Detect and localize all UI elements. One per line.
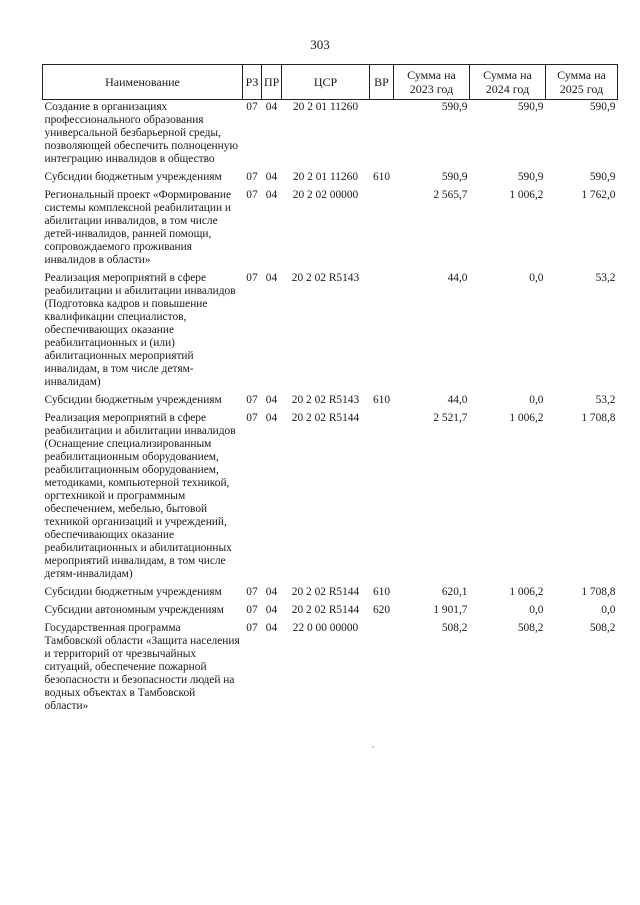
- table-row: [43, 585, 618, 603]
- row-sum-2023: 44,0: [447, 394, 468, 406]
- table-row: [43, 271, 618, 393]
- row-csr: 20 2 02 R5144: [291, 412, 360, 424]
- header-pr: ПР: [262, 65, 282, 100]
- table-header-row: [43, 65, 618, 100]
- row-name: Реализация мероприятий в сфере реабилитации и абилитации инвалидов (Подготовка кадров и повышение квалификации специалистов, обеспечивающих оказание реабилитационных и (или) абилитационных мероприятий инвалидам, в том числе детям-инвалидам): [44, 272, 236, 388]
- row-sum-2023: 44,0: [447, 272, 468, 284]
- row-sum-2025: 53,2: [595, 394, 616, 406]
- row-csr: 20 2 01 11260: [292, 171, 359, 183]
- row-sum-2025: 590,9: [589, 101, 616, 113]
- row-rz: 07: [246, 412, 258, 424]
- row-vr: 610: [372, 586, 391, 598]
- header-csr: ЦСР: [282, 65, 370, 100]
- row-sum-2024: 1 006,2: [509, 412, 544, 424]
- row-pr: 04: [265, 101, 278, 113]
- row-pr: 04: [265, 604, 278, 616]
- row-csr: 20 2 02 00000: [292, 189, 359, 201]
- row-vr: [370, 621, 394, 717]
- row-name: Субсидии бюджетным учреждениям: [44, 394, 222, 406]
- header-vr: ВР: [370, 65, 394, 100]
- table-row: [43, 188, 618, 271]
- row-sum-2024: 508,2: [517, 622, 544, 634]
- row-pr: 04: [265, 272, 278, 284]
- page-number: 303: [310, 37, 330, 52]
- table-row: [43, 170, 618, 188]
- row-name: Реализация мероприятий в сфере реабилитации и абилитации инвалидов (Оснащение специализированным реабилитационным оборудованием, реабилитационным оборудованием, методиками, компьютерной техникой, оргтехникой и программным обеспечением, мебелью, бытовой техникой организаций и учреждений, обеспечивающих оказание реабилитационных и абилитационных мероприятий инвалидам, в том числе детям-инвалидам): [44, 412, 236, 580]
- row-sum-2023: 620,1: [441, 586, 468, 598]
- row-sum-2024: 1 006,2: [509, 586, 544, 598]
- row-sum-2025: 1 762,0: [581, 189, 616, 201]
- row-name: Создание в организациях профессионального образования универсальной безбарьерной среды, позволяющей обеспечить полноценную интеграцию инвалидов в общество: [44, 101, 238, 165]
- row-sum-2025: 508,2: [589, 622, 616, 634]
- row-sum-2024: 590,9: [517, 171, 544, 183]
- budget-table: [42, 64, 618, 717]
- row-pr: 04: [265, 412, 278, 424]
- row-rz: 07: [246, 622, 258, 634]
- row-name: Субсидии бюджетным учреждениям: [44, 586, 222, 598]
- row-sum-2024: 590,9: [517, 101, 544, 113]
- row-csr: 22 0 00 00000: [292, 622, 359, 634]
- table-row: [43, 603, 618, 621]
- row-vr: [370, 271, 394, 393]
- row-sum-2025: 1 708,8: [581, 586, 616, 598]
- row-csr: 20 2 02 R5144: [291, 604, 360, 616]
- row-pr: 04: [265, 394, 278, 406]
- header-name: Наименование: [43, 65, 243, 100]
- row-name: Региональный проект «Формирование системы комплексной реабилитации и абилитации инвалидов, в том числе детей-инвалидов, ранней помощи, сопровождаемого проживания инвалидов в области»: [44, 189, 232, 266]
- row-pr: 04: [265, 622, 278, 634]
- header-sum-2024: Сумма на 2024 год: [470, 65, 546, 100]
- row-pr: 04: [265, 586, 278, 598]
- row-pr: 04: [265, 171, 278, 183]
- row-rz: 07: [246, 189, 258, 201]
- row-sum-2023: 1 901,7: [433, 604, 468, 616]
- row-sum-2024: 0,0: [529, 394, 544, 406]
- table-row: [43, 393, 618, 411]
- row-sum-2024: 0,0: [529, 604, 544, 616]
- row-rz: 07: [246, 586, 258, 598]
- table-row: [43, 621, 618, 717]
- row-csr: 20 2 01 11260: [292, 101, 359, 113]
- row-vr: [370, 188, 394, 271]
- row-sum-2023: 508,2: [441, 622, 468, 634]
- row-csr: 20 2 02 R5143: [291, 394, 360, 406]
- header-rz: РЗ: [243, 65, 262, 100]
- row-sum-2024: 0,0: [529, 272, 544, 284]
- row-name: Субсидии автономным учреждениям: [44, 604, 224, 616]
- row-sum-2025: 53,2: [595, 272, 616, 284]
- header-sum-2025: Сумма на 2025 год: [546, 65, 618, 100]
- header-sum-2023: Сумма на 2023 год: [394, 65, 470, 100]
- row-sum-2025: 1 708,8: [581, 412, 616, 424]
- row-csr: 20 2 02 R5144: [291, 586, 360, 598]
- table-row: [43, 411, 618, 585]
- row-name: Субсидии бюджетным учреждениям: [44, 171, 222, 183]
- row-pr: 04: [265, 189, 278, 201]
- scan-speck: [372, 746, 374, 748]
- row-sum-2025: 590,9: [589, 171, 616, 183]
- row-rz: 07: [246, 394, 258, 406]
- row-csr: 20 2 02 R5143: [291, 272, 360, 284]
- table-row: [43, 100, 618, 171]
- row-vr: 610: [372, 394, 391, 406]
- row-rz: 07: [246, 101, 258, 113]
- row-sum-2025: 0,0: [601, 604, 616, 616]
- row-sum-2024: 1 006,2: [509, 189, 544, 201]
- row-vr: [370, 100, 394, 171]
- row-sum-2023: 2 521,7: [433, 412, 468, 424]
- row-rz: 07: [246, 272, 258, 284]
- row-vr: 610: [372, 171, 391, 183]
- row-sum-2023: 2 565,7: [433, 189, 468, 201]
- row-vr: [370, 411, 394, 585]
- row-rz: 07: [246, 604, 258, 616]
- row-rz: 07: [246, 171, 258, 183]
- row-vr: 620: [372, 604, 391, 616]
- row-name: Государственная программа Тамбовской области «Защита населения и территорий от чрезвычайных ситуаций, обеспечение пожарной безопасности и безопасности людей на водных объектах в Тамбовской области»: [44, 622, 240, 712]
- row-sum-2023: 590,9: [441, 171, 468, 183]
- row-sum-2023: 590,9: [441, 101, 468, 113]
